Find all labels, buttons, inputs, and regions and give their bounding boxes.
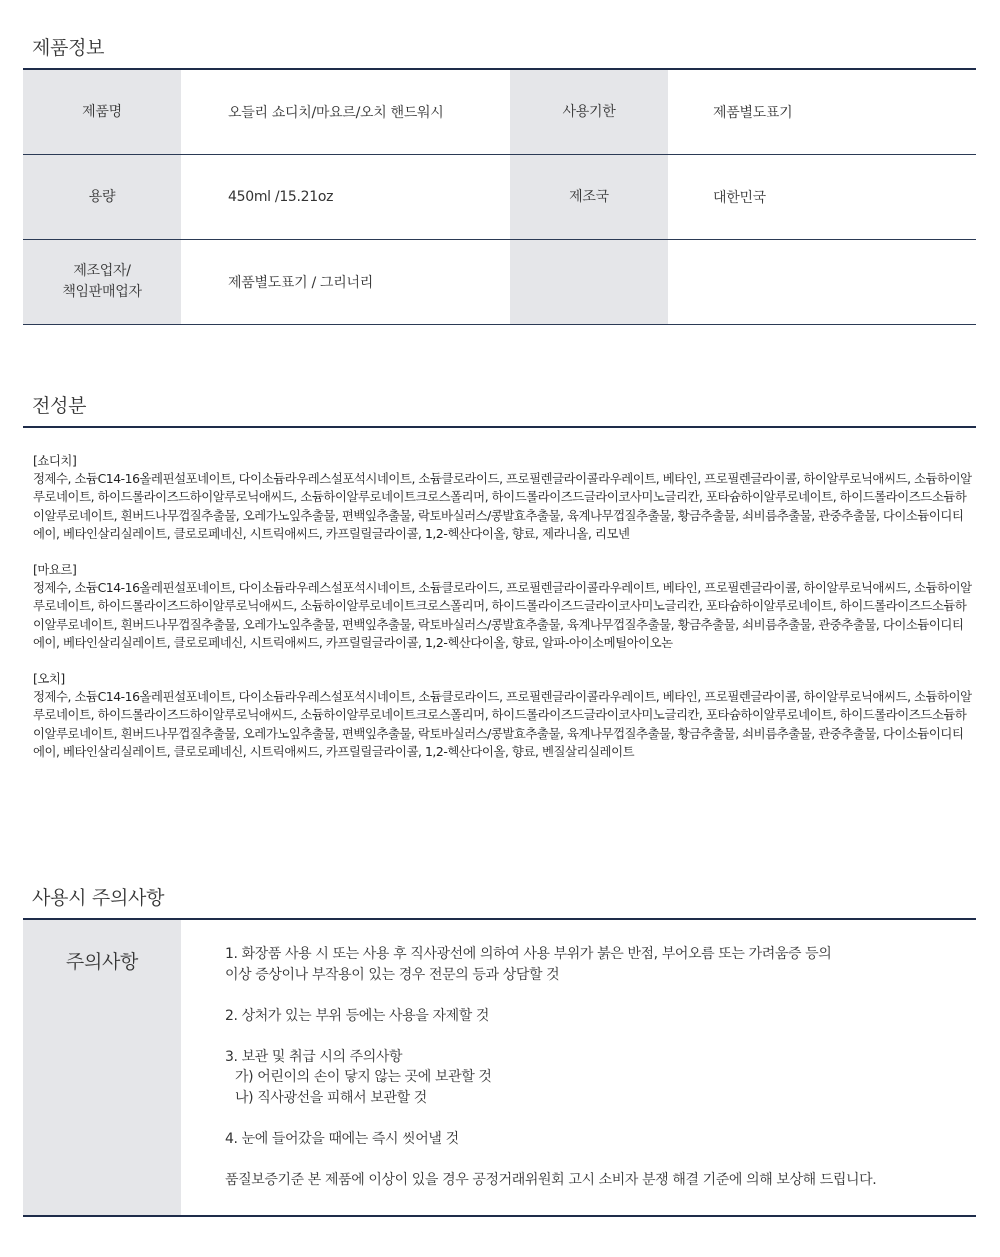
volume-value: 450ml /15.21oz xyxy=(181,155,510,240)
expiry-value: 제품별도표기 xyxy=(668,70,976,155)
caution-item-1-line-2: 이상 증상이나 부작용이 있는 경우 전문의 등과 상담할 것 xyxy=(225,966,560,983)
caution-bottom-rule xyxy=(23,1215,976,1217)
ingredient-block-text: 정제수, 소듐C14-16올레핀설포네이트, 다이소듐라우레스설포석시네이트, 소듐클로라이드, 프로필렌글라이콜라우레이트, 베타인, 프로필렌글라이콜, 하이알루로닉애씨드, 소듐하이알루로네이트, 하이드롤라이즈드하이알루로닉애씨드, 소듐하이알루로네이트크로스폴리머, 하이드롤라이즈드글라이코사미노글리칸, 포타슘하이알루로네이트, 하이드롤라이즈드소듐하이알루로네이트, 흰버드나무껍질추출물, 오레가노잎추출물, 편백잎추출물, 락토바실러스/콩발효추출물, 육계나무껍질추출물, 황금추출물, 쇠비름추출물, 관중추출물, 다이소듐이디티에이, 베타인살리실레이트, 클로로페네신, 시트릭애씨드, 카프릴릴글라이콜, 1,2-헥산다이올, 향료, 제라니올, 리모넨 xyxy=(33,471,972,541)
country-value: 대한민국 xyxy=(668,155,976,240)
caution-label: 주의사항 xyxy=(65,951,139,973)
ingredient-block-text: 정제수, 소듐C14-16올레핀설포네이트, 다이소듐라우레스설포석시네이트, 소듐클로라이드, 프로필렌글라이콜라우레이트, 베타인, 프로필렌글라이콜, 하이알루로닉애씨드, 소듐하이알루로네이트, 하이드롤라이즈드하이알루로닉애씨드, 소듐하이알루로네이트크로스폴리머, 하이드롤라이즈드글라이코사미노글리칸, 포타슘하이알루로네이트, 하이드롤라이즈드소듐하이알루로네이트, 흰버드나무껍질추출물, 오레가노잎추출물, 편백잎추출물, 락토바실러스/콩발효추출물, 육계나무껍질추출물, 황금추출물, 쇠비름추출물, 관중추출물, 다이소듐이디티에이, 베타인살리실레이트, 클로로페네신, 시트릭애씨드, 카프릴릴글라이콜, 1,2-헥산다이올, 향료, 알파-아이소메틸아이오논 xyxy=(33,580,972,650)
ingredient-block-name: [오치] xyxy=(33,671,65,687)
ingredients-top-rule xyxy=(23,426,976,428)
ingredient-block-ochi xyxy=(33,670,973,761)
ingredient-block-mayor xyxy=(33,561,973,652)
table-row xyxy=(23,155,976,240)
product-name-label: 제품명 xyxy=(23,70,181,155)
empty-value-cell xyxy=(668,240,976,325)
ingredients-list xyxy=(33,452,973,779)
table-row xyxy=(23,240,976,325)
product-info-table xyxy=(23,70,976,325)
manufacturer-label xyxy=(23,240,181,325)
table-row xyxy=(23,70,976,155)
volume-label: 용량 xyxy=(23,155,181,240)
caution-title: 사용시 주의사항 xyxy=(32,887,165,909)
caution-label-cell xyxy=(23,920,181,1215)
caution-item-3b: 나) 직사광선을 피해서 보관할 것 xyxy=(235,1089,427,1106)
caution-item-3a: 가) 어린이의 손이 닿지 않는 곳에 보관할 것 xyxy=(235,1069,492,1085)
ingredient-block-name: [마요르] xyxy=(33,562,77,578)
ingredient-block-text: 정제수, 소듐C14-16올레핀설포네이트, 다이소듐라우레스설포석시네이트, 소듐클로라이드, 프로필렌글라이콜라우레이트, 베타인, 프로필렌글라이콜, 하이알루로닉애씨드, 소듐하이알루로네이트, 하이드롤라이즈드하이알루로닉애씨드, 소듐하이알루로네이트크로스폴리머, 하이드롤라이즈드글라이코사미노글리칸, 포타슘하이알루로네이트, 하이드롤라이즈드소듐하이알루로네이트, 흰버드나무껍질추출물, 오레가노잎추출물, 편백잎추출물, 락토바실러스/콩발효추출물, 육계나무껍질추출물, 황금추출물, 쇠비름추출물, 관중추출물, 다이소듐이디티에이, 베타인살리실레이트, 클로로페네신, 시트릭애씨드, 카프릴릴글라이콜, 1,2-헥산다이올, 향료, 벤질살리실레이트 xyxy=(33,689,972,759)
manufacturer-value: 제품별도표기 / 그리너리 xyxy=(181,240,510,325)
ingredient-block-name: [쇼디치] xyxy=(33,453,77,468)
manufacturer-label-line2: 책임판매업자 xyxy=(62,284,142,300)
expiry-label: 사용기한 xyxy=(510,70,668,155)
ingredients-title: 전성분 xyxy=(32,395,87,417)
ingredient-block-shoreditch xyxy=(33,452,973,543)
product-info-title: 제품정보 xyxy=(32,37,105,59)
caution-item-4: 4. 눈에 들어갔을 때에는 즉시 씻어낼 것 xyxy=(225,1130,459,1147)
manufacturer-label-line1: 제조업자/ xyxy=(73,263,131,279)
quality-guarantee-text: 품질보증기준 본 제품에 이상이 있을 경우 공정거래위원회 고시 소비자 분쟁 해결 기준에 의해 보상해 드립니다. xyxy=(225,1171,877,1188)
caution-item-3: 3. 보관 및 취급 시의 주의사항 xyxy=(225,1048,403,1065)
caution-item-1-line-1: 1. 화장품 사용 시 또는 사용 후 직사광선에 의하여 사용 부위가 붉은 반점, 부어오름 또는 가려움증 등의 xyxy=(225,946,832,962)
product-name-value: 오들리 쇼디치/마요르/오치 핸드워시 xyxy=(181,70,510,155)
caution-item-2: 2. 상처가 있는 부위 등에는 사용을 자제할 것 xyxy=(225,1007,490,1024)
caution-body xyxy=(225,944,965,1190)
empty-label-cell xyxy=(510,240,668,325)
country-label: 제조국 xyxy=(510,155,668,240)
